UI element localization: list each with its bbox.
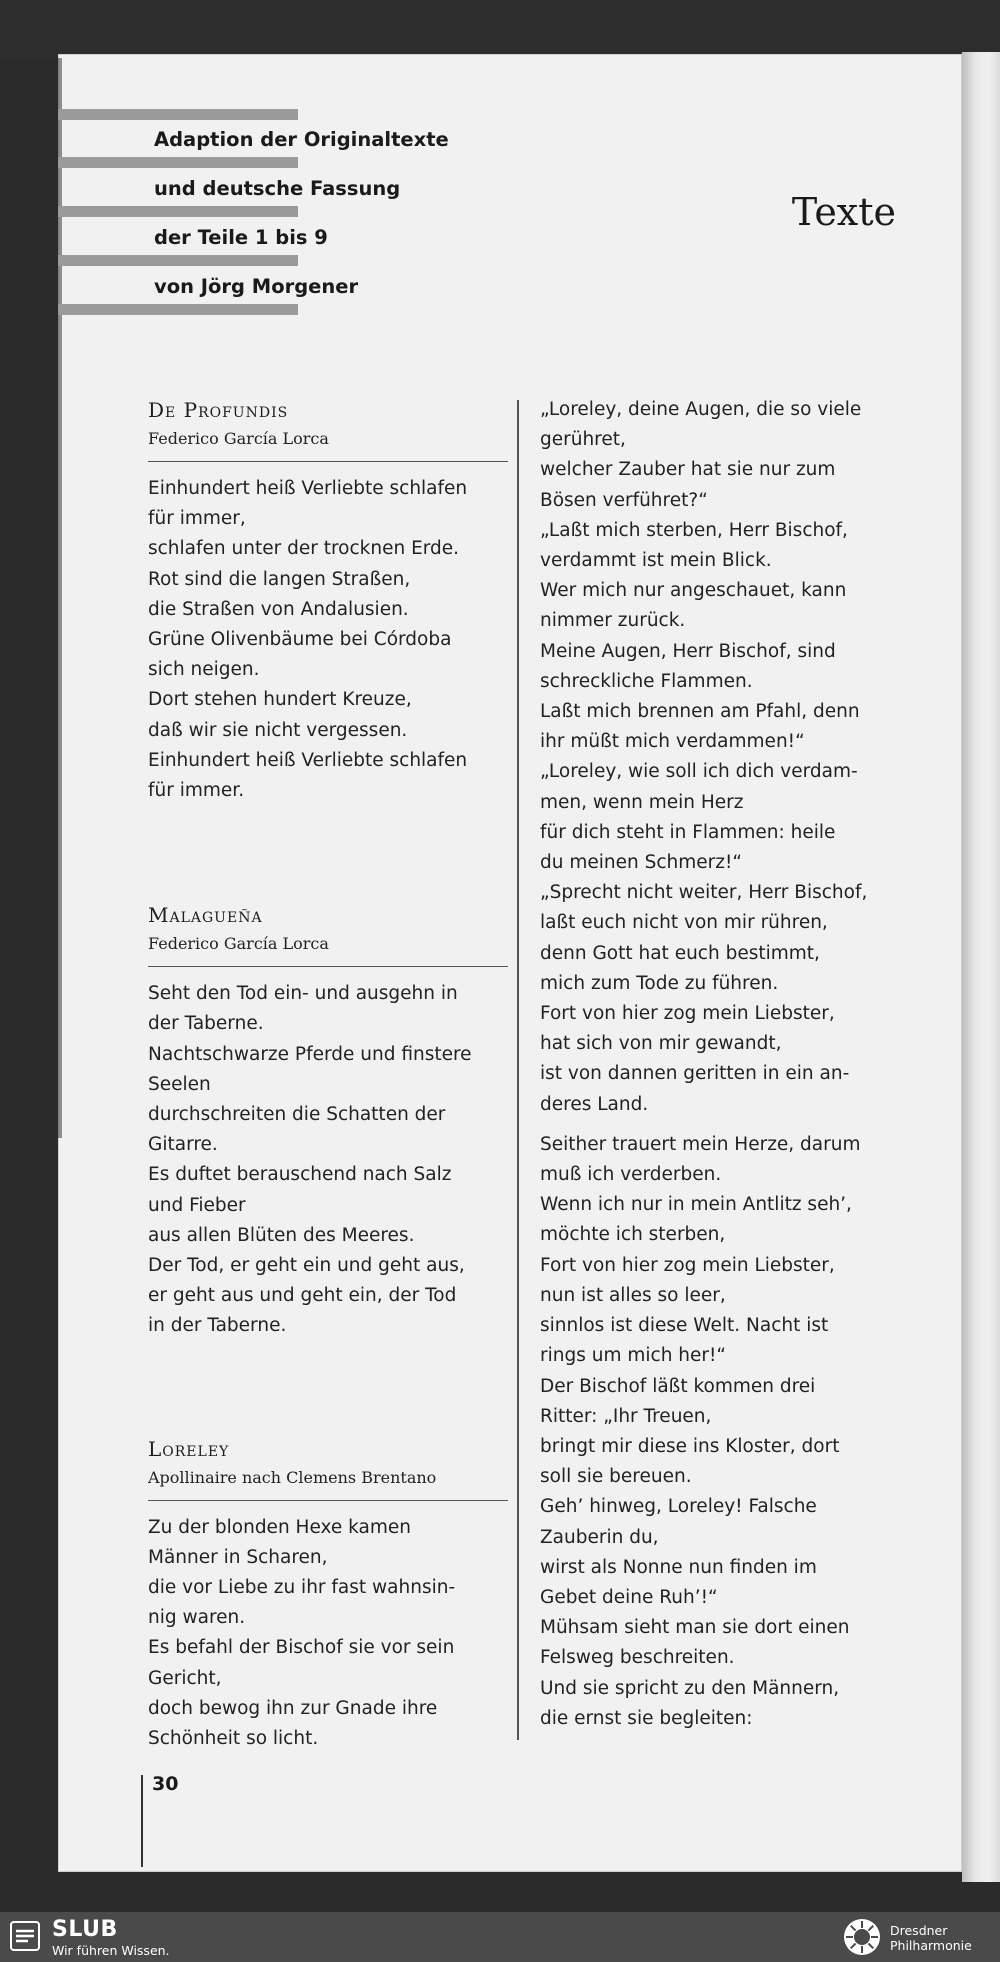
library-name[interactable]: SLUB: [52, 1917, 118, 1942]
partner-name-line: Dresdner: [890, 1923, 948, 1938]
page-edge: [962, 52, 1000, 1882]
poem-loreley: [148, 1434, 508, 1755]
poem-author: Apollinaire nach Clemens Brentano: [148, 1464, 508, 1501]
credit-line: und deutsche Fassung: [154, 177, 401, 200]
partner-name-line: Philharmonie: [890, 1938, 972, 1953]
poem-title: De Profundis: [148, 398, 289, 422]
left-column: [148, 395, 508, 1754]
translation-credit: [154, 122, 474, 318]
poem-text: Zu der blonden Hexe kamen Männer in Scharen, die vor Liebe zu ihr fast wahnsin- nig waren. Es befahl der Bischof sie vor sein Gericht, doch bewog ihn zur Gnade ihre Schönheit so licht.: [148, 1516, 456, 1750]
slub-logo-icon: [10, 1921, 40, 1951]
page-number-rule: [141, 1775, 143, 1867]
page-number: 30: [152, 1773, 179, 1795]
poem-malaguena: [148, 900, 508, 1341]
credit-line: Adaption der Originaltexte: [154, 128, 449, 151]
loreley-continuation-stanza-1: „Loreley, deine Augen, die so viele gerühret, welcher Zauber hat sie nur zum Bösen verführet?“ „Laßt mich sterben, Herr Bischof, verdammt ist mein Blick. Wer mich nur angeschauet, kann nimmer zurück. Meine Augen, Herr Bischof, sind schreckliche Flammen. Laßt mich brennen am Pfahl, denn ihr müßt mich verdammen!“ „Loreley, wie soll ich dich verdam- men, wenn mein Herz für dich steht in Flammen: heile du meinen Schmerz!“ „Sprecht nicht weiter, Herr Bischof, laßt euch nicht von mir rühren, denn Gott hat euch bestimmt, mich zum Tode zu führen. Fort von hier zog mein Liebster, hat sich von mir gewandt, ist von dannen geritten in ein an- deres Land.: [540, 399, 868, 1115]
viewer-top-bar: [0, 0, 1000, 58]
library-tagline: Wir führen Wissen.: [52, 1943, 170, 1958]
poem-de-profundis: [148, 395, 508, 806]
philharmonie-logo-icon: [842, 1917, 882, 1957]
credit-line: von Jörg Morgener: [154, 275, 359, 298]
decorative-stripe: [58, 109, 298, 120]
poem-title: Malagueña: [148, 903, 263, 928]
viewer-footer: [0, 1912, 1000, 1962]
poem-text: Seht den Tod ein- und ausgehn in der Taberne. Nachtschwarze Pferde und finstere Seelen durchschreiten die Schatten der Gitarre. Es duftet berauschend nach Salz und Fieber aus allen Blüten des Meeres. Der Tod, er geht ein und geht aus, er geht aus und geht ein, der Tod in der Taberne.: [148, 983, 472, 1337]
page-title: Texte: [791, 190, 896, 234]
page-spine-shadow: [58, 58, 62, 1138]
poem-author: Federico García Lorca: [148, 425, 508, 462]
loreley-continuation-stanza-2: Seither trauert mein Herze, darum muß ich verderben. Wenn ich nur in mein Antlitz seh’, möchte ich sterben, Fort von hier zog mein Liebster, nun ist alles so leer, sinnlos ist diese Welt. Nacht ist rings um mich her!“ Der Bischof läßt kommen drei Ritter: „Ihr Treuen, bringt mir diese ins Kloster, dort soll sie bereuen. Geh’ hinweg, Loreley! Falsche Zauberin du, wirst als Nonne nun finden im Gebet deine Ruh’!“ Mühsam sieht man sie dort einen Felsweg beschreiten. Und sie spricht zu den Männern, die ernst sie begleiten:: [540, 1133, 861, 1729]
poem-author: Federico García Lorca: [148, 930, 508, 967]
partner-name[interactable]: [890, 1923, 972, 1953]
poem-title: Loreley: [148, 1436, 230, 1461]
column-divider: [517, 400, 519, 1740]
right-column: [540, 395, 900, 1734]
poem-text: Einhundert heiß Verliebte schlafen für immer, schlafen unter der trocknen Erde. Rot sind die langen Straßen, die Straßen von Andalusien. Grüne Olivenbäume bei Córdoba sich neigen. Dort stehen hundert Kreuze, daß wir sie nicht vergessen. Einhundert heiß Verliebte schlafen für immer.: [148, 478, 468, 802]
credit-line: der Teile 1 bis 9: [154, 226, 328, 249]
